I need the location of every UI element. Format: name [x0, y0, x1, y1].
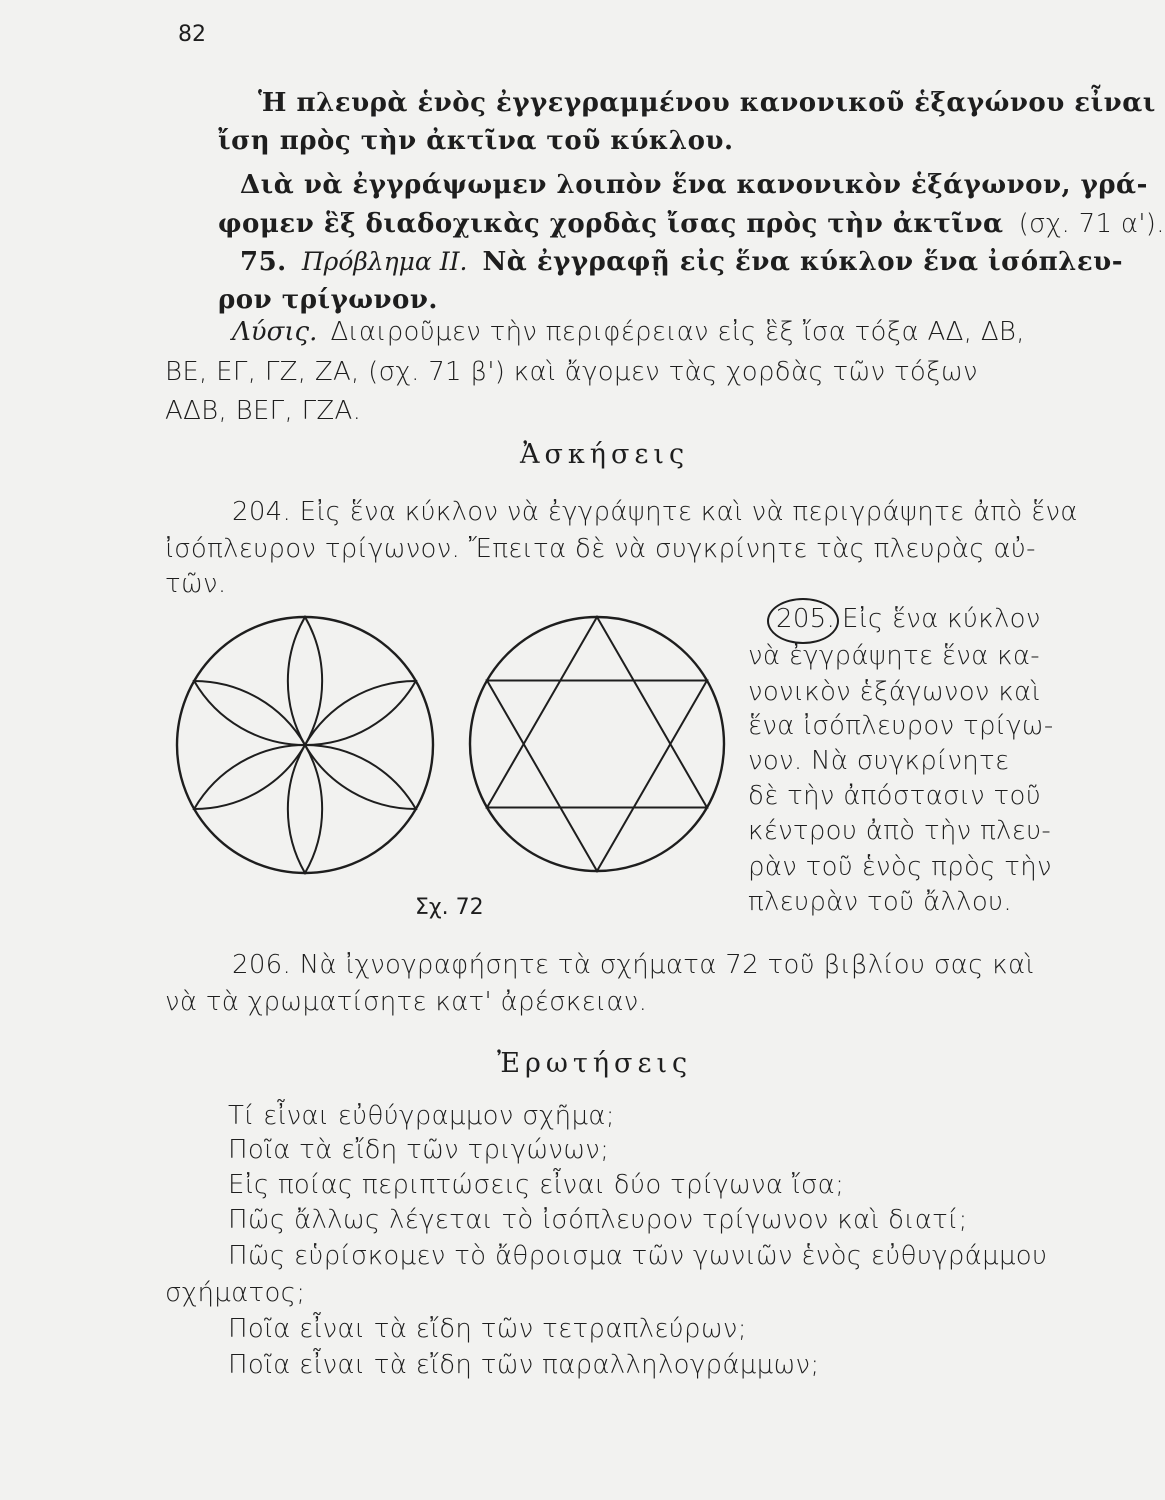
intro-line-4-text: φομεν ἓξ διαδοχικὰς χορδὰς ἴσας πρὸς τὴν ἀκτῖνα	[218, 209, 1004, 239]
exercise-205-line-4: ἕνα ἰσόπλευρον τρίγω-	[748, 711, 1054, 741]
exercise-204-line-3: τῶν.	[165, 569, 227, 599]
problem-label: Πρόβλημα ΙΙ.	[301, 247, 468, 276]
upward-triangle	[487, 617, 707, 808]
question-7: Ποῖα εἶναι τὰ εἴδη τῶν παραλληλογράμμων;	[228, 1350, 820, 1380]
exercise-206-line-1: 206. Νὰ ἰχνογραφήσητε τὰ σχήματα 72 τοῦ βιβλίου σας καὶ	[232, 950, 1035, 980]
hexagram-circle	[470, 617, 724, 871]
solution-text-1: Διαιροῦμεν τὴν περιφέρειαν εἰς ἓξ ἴσα τόξα ΑΔ, ΔΒ,	[330, 317, 1025, 347]
question-3: Εἰς ποίας περιπτώσεις εἶναι δύο τρίγωνα ἴσα;	[228, 1170, 845, 1200]
figure-caption: Σχ. 72	[415, 895, 484, 920]
intro-line-4	[218, 209, 1165, 239]
exercise-205-line-3: νονικὸν ἑξάγωνον καὶ	[748, 677, 1041, 707]
downward-triangle	[487, 681, 707, 872]
exercise-205-line-2: νὰ ἐγγράψητε ἕνα κα-	[748, 641, 1040, 671]
rosette-figure	[170, 610, 440, 880]
page-number: 82	[178, 22, 206, 47]
questions-heading: Ἐρωτήσεις	[497, 1048, 693, 1079]
exercise-205-line-8: ρὰν τοῦ ἑνὸς πρὸς τὴν	[748, 852, 1052, 882]
rosette-petal	[288, 745, 322, 873]
exercise-205-line-5: νον. Νὰ συγκρίνητε	[748, 746, 1010, 776]
solution-line-1	[232, 317, 1025, 347]
question-2: Ποῖα τὰ εἴδη τῶν τριγώνων;	[228, 1135, 610, 1165]
solution-text-3: ΑΔΒ, ΒΕΓ, ΓΖΑ.	[165, 396, 362, 426]
question-5-line-2: σχήματος;	[165, 1278, 306, 1308]
solution-text-2: ΒΕ, ΕΓ, ΓΖ, ΖΑ, (σχ. 71 β') καὶ ἄγομεν τὰς χορδὰς τῶν τόξων	[165, 357, 978, 387]
exercise-206-line-2: νὰ τὰ χρωματίσητε κατ' ἀρέσκειαν.	[165, 987, 648, 1017]
intro-line-3: Διὰ νὰ ἐγγράψωμεν λοιπὸν ἕνα κανονικὸν ἑξάγωνον, γρά-	[240, 170, 1148, 200]
intro-line-2: ἴση πρὸς τὴν ἀκτῖνα τοῦ κύκλου.	[218, 126, 734, 156]
problem-text-2: ρον τρίγωνον.	[218, 285, 438, 315]
hexagram-figure	[462, 608, 732, 878]
exercise-205-line-1: Εἰς ἕνα κύκλον	[842, 604, 1041, 634]
exercise-204-line-2: ἰσόπλευρον τρίγωνον. Ἔπειτα δὲ νὰ συγκρίνητε τὰς πλευρὰς αὐ-	[165, 534, 1036, 564]
exercise-205-line-7: κέντρου ἀπὸ τὴν πλευ-	[748, 816, 1052, 846]
question-4: Πῶς ἄλλως λέγεται τὸ ἰσόπλευρον τρίγωνον καὶ διατί;	[228, 1205, 968, 1235]
exercise-204-line-1: 204. Εἰς ἕνα κύκλον νὰ ἐγγράψητε καὶ νὰ περιγράψητε ἀπὸ ἕνα	[232, 497, 1078, 527]
exercise-205-line-6: δὲ τὴν ἀπόστασιν τοῦ	[748, 781, 1042, 811]
question-5-line-1: Πῶς εὑρίσκομεν τὸ ἄθροισμα τῶν γωνιῶν ἑνὸς εὐθυγράμμου	[228, 1241, 1048, 1271]
solution-label: Λύσις.	[232, 317, 318, 347]
rosette-petal	[288, 617, 322, 745]
problem-75-line-1	[240, 247, 1123, 277]
figure-reference: (σχ. 71 α').	[1018, 209, 1165, 239]
problem-text-1: Νὰ ἐγγραφῇ εἰς ἕνα κύκλον ἕνα ἰσόπλευ-	[482, 247, 1124, 277]
intro-line-1: Ἡ πλευρὰ ἑνὸς ἐγγεγραμμένου κανονικοῦ ἑξαγώνου εἶναι	[258, 88, 1156, 118]
question-6: Ποῖα εἶναι τὰ εἴδη τῶν τετραπλεύρων;	[228, 1314, 747, 1344]
problem-number: 75.	[240, 247, 287, 277]
exercise-205-line-9: πλευρὰν τοῦ ἄλλου.	[748, 887, 1012, 917]
exercise-205-number: 205.	[776, 604, 836, 634]
question-1: Τί εἶναι εὐθύγραμμον σχῆμα;	[228, 1101, 615, 1131]
exercises-heading: Ἀσκήσεις	[520, 439, 690, 470]
